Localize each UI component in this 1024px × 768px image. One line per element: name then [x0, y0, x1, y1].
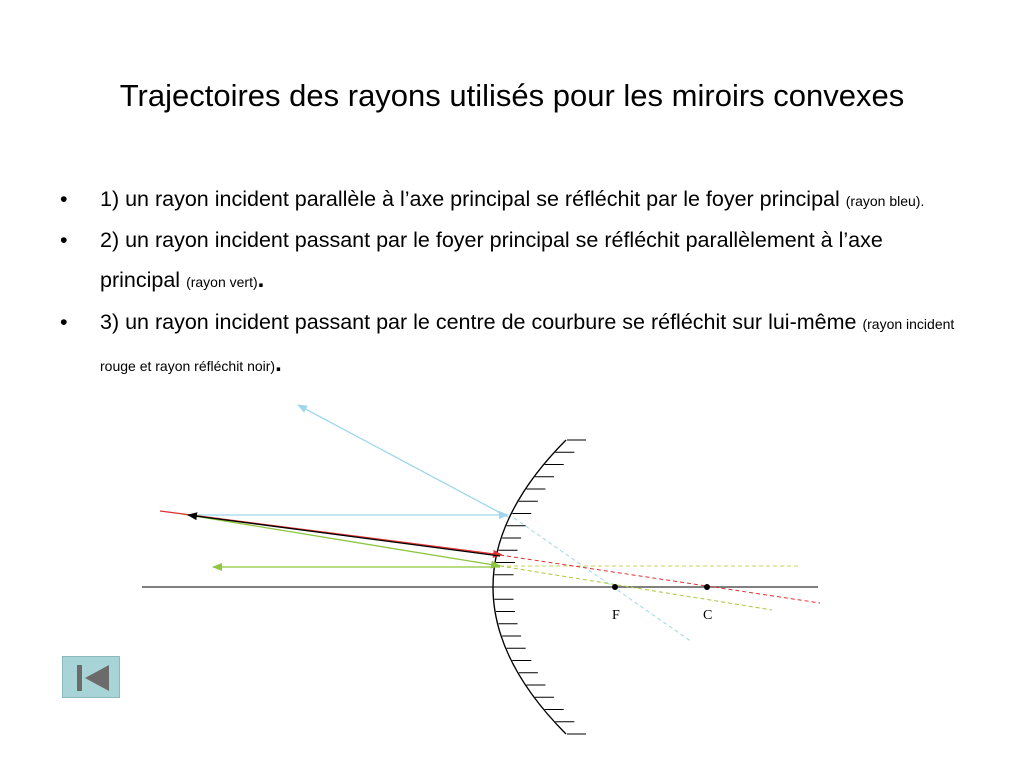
green-incident-ray: [182, 514, 500, 566]
black-reflected-ray: [188, 515, 500, 556]
bullet-marker: •: [60, 310, 68, 334]
center-point: [704, 584, 710, 590]
bullet-text: 3) un rayon incident passant par le centre de courbure se réfléchit sur lui-même: [100, 310, 857, 334]
bullet-text: 2) un rayon incident passant par le foyer principal se réfléchit parallèlement à l’axe principal: [100, 228, 883, 292]
skip-to-first-icon: [63, 657, 121, 699]
focus-point: [612, 584, 618, 590]
focus-label: F: [612, 608, 620, 623]
bullet-note: (rayon bleu).: [845, 193, 925, 209]
red-ray-extension: [500, 555, 820, 603]
blue-reflected-ray: [298, 405, 508, 517]
bullet-end: .: [275, 350, 282, 377]
bullet-marker: •: [60, 187, 68, 211]
center-label: C: [703, 608, 713, 623]
bullet-note: (rayon vert): [186, 274, 258, 290]
bullet-text: 1) un rayon incident parallèle à l’axe principal se réfléchit par le foyer principal: [100, 187, 840, 211]
bullet-marker: •: [60, 228, 68, 252]
first-slide-button[interactable]: [62, 656, 120, 698]
bullet-note: (rayon incident rouge et rayon réfléchit noir): [100, 316, 955, 374]
blue-ray-extension: [514, 518, 692, 642]
bullet-end: .: [257, 266, 265, 293]
slide-title: Trajectoires des rayons utilisés pour les miroirs convexes: [119, 78, 905, 113]
